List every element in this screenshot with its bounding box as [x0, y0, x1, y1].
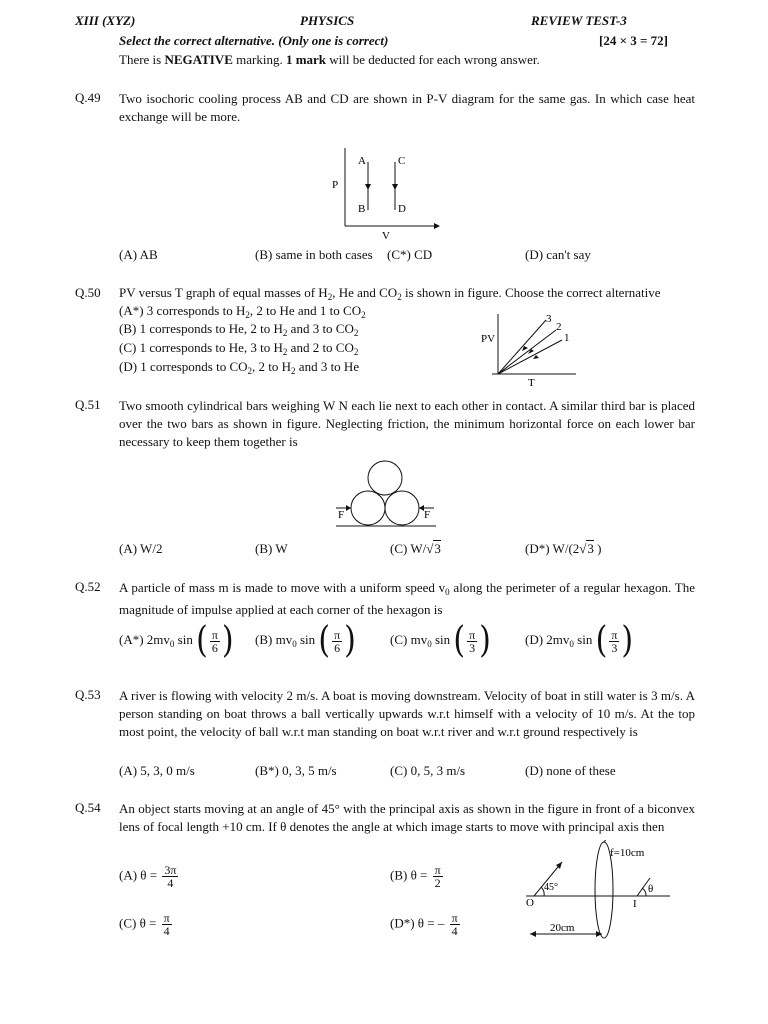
question-text: A particle of mass m is made to move with a uniform speed $v_0$ along the perimeter of a regular hexagon. The magnitude of impulse applied at each corner of the hexagon is	[119, 580, 696, 617]
option-b[interactable]: (B) $mv_0$ sin ( $\frac{\pi}{6}$ )	[255, 619, 356, 662]
option-a[interactable]: (A) 5, 3, 0 m/s	[119, 763, 195, 778]
distance-label: 20cm	[550, 922, 575, 934]
question-number: Q.50	[75, 285, 101, 300]
option-d[interactable]: (D) can't say	[525, 247, 591, 262]
label-b: B	[358, 203, 366, 215]
option-a[interactable]: (A) W/2	[119, 541, 163, 556]
option-b[interactable]: (B) θ = $\frac{\pi}{2}$	[390, 863, 441, 890]
option-d[interactable]: (D) none of these	[525, 763, 616, 778]
line-label-2: 2	[556, 321, 562, 333]
force-left-label: F	[338, 509, 345, 521]
question-text: A river is flowing with velocity 2 m/s. A boat is moving downstream. Velocity of boat in still water is 3 m/s. A person standing on boat throws a ball vertically upwards w.r.t himself with a velocity of 10 m/s. At the top most point, the velocity of ball w.r.t man standing on boat w.r.t river and w.r.t ground respectively is	[119, 688, 695, 739]
line-label-3: 3	[546, 313, 552, 325]
header-left: XIII (XYZ)	[75, 13, 136, 28]
option-c[interactable]: (C) 0, 5, 3 m/s	[390, 763, 466, 778]
option-d[interactable]: (D) $2mv_0$ sin ( $\frac{\pi}{3}$ )	[525, 619, 634, 662]
option-c[interactable]: (C*) CD	[387, 247, 433, 262]
question-text: An object starts moving at an angle of 45° with the principal axis as shown in the figure in front of a biconvex lens of focal length +10 cm. If θ denotes the angle at which image starts to move with principal axis then	[119, 801, 695, 834]
option-d[interactable]: (D) 1 corresponds to $CO_2$, 2 to $H_2$ and 3 to He	[119, 359, 360, 376]
line-label-1: 1	[564, 332, 570, 344]
option-d[interactable]: (D*) W/(2√3 )	[525, 541, 602, 556]
question-text: Two isochoric cooling process AB and CD are shown in P-V diagram for the same gas. In which case heat exchange will be more.	[119, 91, 695, 124]
axis-t: T	[528, 377, 535, 388]
label-a: A	[358, 155, 366, 167]
option-a[interactable]: (A) AB	[119, 247, 158, 262]
option-a[interactable]: (A*) 3 corresponds to $H_2$, 2 to He and 1 to $CO_2$	[119, 303, 366, 320]
angle-label: 45°	[544, 882, 558, 893]
negative-marking-note: There is NEGATIVE marking. 1 mark will be deducted for each wrong answer.	[119, 52, 540, 67]
axis-v: V	[382, 230, 390, 240]
question-text: Two smooth cylindrical bars weighing W N each lie next to each other in contact. A similar third bar is placed over the two bars as shown in figure. Neglecting friction, the minimum horizontal force on each lower bar necessary to keep them together is	[119, 398, 695, 449]
pv-diagram	[330, 148, 440, 240]
option-a[interactable]: (A) θ = $\frac{3\pi}{4}$	[119, 863, 177, 890]
question-number: Q.49	[75, 90, 101, 105]
lens-diagram	[518, 840, 678, 944]
cylinders-figure	[330, 460, 440, 536]
label-c: C	[398, 155, 406, 167]
option-b[interactable]: (B) W	[255, 541, 288, 556]
header-test: REVIEW TEST-3	[531, 13, 627, 28]
focal-length-label: f=10cm	[610, 847, 645, 859]
question-number: Q.54	[75, 800, 101, 815]
label-d: D	[398, 203, 406, 215]
option-c[interactable]: (C) θ = $\frac{\pi}{4}$	[119, 911, 170, 938]
question-number: Q.51	[75, 397, 101, 412]
question-number: Q.52	[75, 579, 101, 594]
theta-label: θ	[648, 883, 654, 895]
option-c[interactable]: (C) 1 corresponds to He, 3 to $H_2$ and 2 to $CO_2$	[119, 340, 359, 357]
question-number: Q.53	[75, 687, 101, 702]
force-right-label: F	[424, 509, 431, 521]
option-a[interactable]: (A*) $2mv_0$ sin ( $\frac{\pi}{6}$ )	[119, 619, 234, 662]
axis-p: P	[332, 179, 339, 191]
option-b[interactable]: (B) 1 corresponds to He, 2 to $H_2$ and 3 to $CO_2$	[119, 321, 359, 338]
header-subject: PHYSICS	[300, 13, 355, 28]
option-b[interactable]: (B*) 0, 3, 5 m/s	[255, 763, 337, 778]
option-c[interactable]: (C) $mv_0$ sin ( $\frac{\pi}{3}$ )	[390, 619, 491, 662]
image-label: I	[633, 898, 637, 910]
option-d[interactable]: (D*) θ = – $\frac{\pi}{4}$	[390, 911, 458, 938]
pv-t-graph	[478, 310, 582, 388]
option-c[interactable]: (C) W/√3	[390, 541, 441, 556]
axis-pv: PV	[481, 333, 496, 345]
instruction: Select the correct alternative. (Only one is correct)	[119, 33, 389, 48]
option-b[interactable]: (B) same in both cases	[255, 247, 373, 262]
marks: [24 × 3 = 72]	[599, 33, 668, 48]
question-text: PV versus T graph of equal masses of $H_2$, He and $CO_2$ is shown in figure. Choose the correct alternative	[119, 285, 661, 302]
object-label: O	[526, 897, 534, 909]
